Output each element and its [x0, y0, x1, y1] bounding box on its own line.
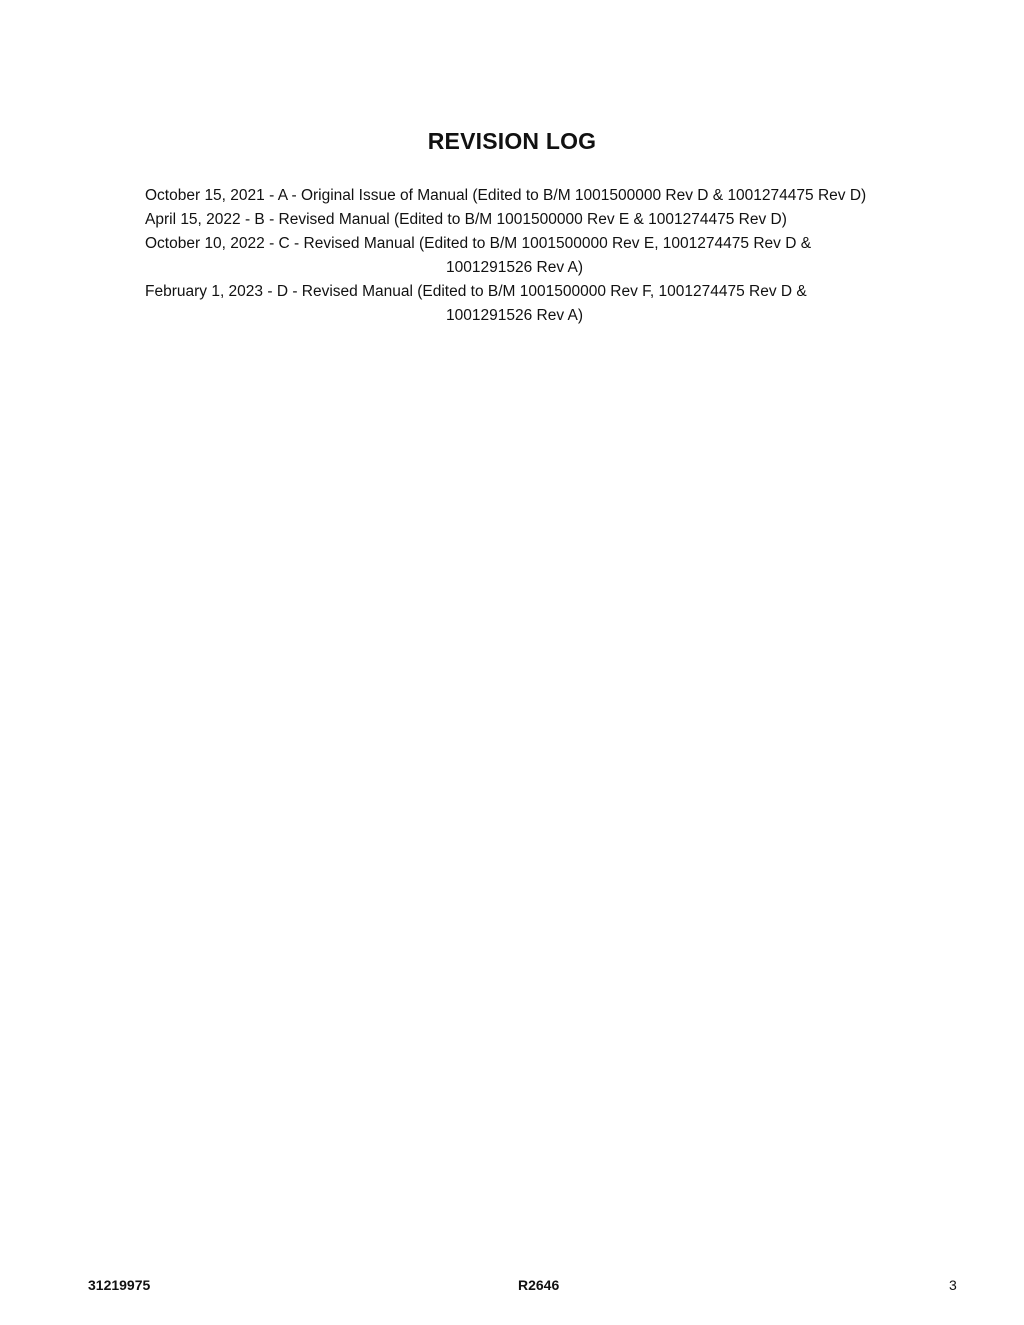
page-title: REVISION LOG: [427, 128, 597, 154]
revision-entry-b: [145, 208, 905, 232]
revision-entry-d-text: February 1, 2023 - D - Revised Manual (Edited to B/M 1001500000 Rev F, 1001274475 Rev D &: [145, 283, 807, 300]
revision-entry-d: [145, 280, 905, 328]
footer-page-number: 3: [949, 1277, 957, 1293]
revision-entry-c-continuation: 1001291526 Rev A): [446, 259, 584, 276]
revision-entry-a: [145, 184, 905, 208]
footer-doc-number: 31219975: [88, 1277, 151, 1293]
revision-entry-d-continuation: 1001291526 Rev A): [446, 307, 584, 324]
revision-list: [145, 184, 905, 328]
revision-entry-c-text: October 10, 2022 - C - Revised Manual (Edited to B/M 1001500000 Rev E, 1001274475 Rev D &: [145, 235, 812, 252]
revision-entry-c: [145, 232, 905, 280]
revision-entry-b-text: April 15, 2022 - B - Revised Manual (Edited to B/M 1001500000 Rev E & 1001274475 Rev D): [145, 211, 787, 228]
revision-entry-a-text: October 15, 2021 - A - Original Issue of Manual (Edited to B/M 1001500000 Rev D & 1001274475 Rev D): [145, 187, 867, 204]
footer-model: R2646: [518, 1277, 560, 1293]
